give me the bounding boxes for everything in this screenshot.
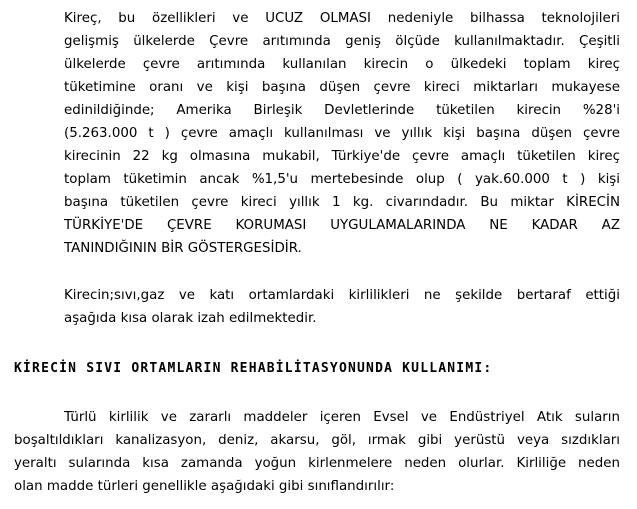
text-line: Türlü kirlilik ve zararlı maddeler içeren Evsel ve Endüstriyel Atık suların [64,410,620,425]
text-line: TÜRKİYE'DE ÇEVRE KORUMASI UYGULAMALARINDA NE KADAR AZ [64,218,620,233]
text-line: ülkelerde çevre arıtımında kullanılan kirecin o ülkedeki toplam kireç [64,57,620,72]
text-line: edinildiğinde; Amerika Birleşik Devletlerinde tüketilen kirecin %28'i [64,103,620,118]
text-line: başına tüketilen çevre kireci yıllık 1 kg. civarındadır. Bu miktar KİRECİN [64,195,620,210]
section-heading: KİRECİN SIVI ORTAMLARIN REHABİLİTASYONUNDA KULLANIMI: [14,361,493,376]
text-line: gelişmiş ülkelerde Çevre arıtımında geniş ölçüde kullanılmaktadır. Çeşitli [64,34,620,49]
text-line: tüketimine oranı ve kişi başına düşen çevre kireci miktarları mukayese [64,80,620,95]
text-line: toplam tüketimin ancak %1,5'u mertebesinde olup ( yak.60.000 t ) kişi [64,172,620,187]
text-line: yeraltı sularında kısa zamanda yoğun kirlenmelere neden olurlar. Kirliliğe neden [14,456,620,471]
text-line: TANINDIĞININ BİR GÖSTERGESİDİR. [64,241,302,256]
text-line: (5.263.000 t ) çevre amaçlı kullanılması ve yıllık kişi başına düşen çevre [64,126,620,141]
text-line: Kirecin;sıvı,gaz ve katı ortamlardaki kirlilikleri ne şekilde bertaraf ettiği [64,288,620,303]
text-line: boşaltıldıkları kanalizasyon, deniz, akarsu, göl, ırmak gibi yerüstü veya sızdıkları [14,433,620,448]
text-line: aşağıda kısa olarak izah edilmektedir. [64,311,317,326]
text-line: olan madde türleri genellikle aşağıdaki gibi sınıflandırılır: [14,479,395,494]
text-line: kirecinin 22 kg olmasına mukabil, Türkiye'de çevre amaçlı tüketilen kireç [64,149,620,164]
text-line: Kireç, bu özellikleri ve UCUZ OLMASI nedeniyle bilhassa teknolojileri [64,11,620,26]
